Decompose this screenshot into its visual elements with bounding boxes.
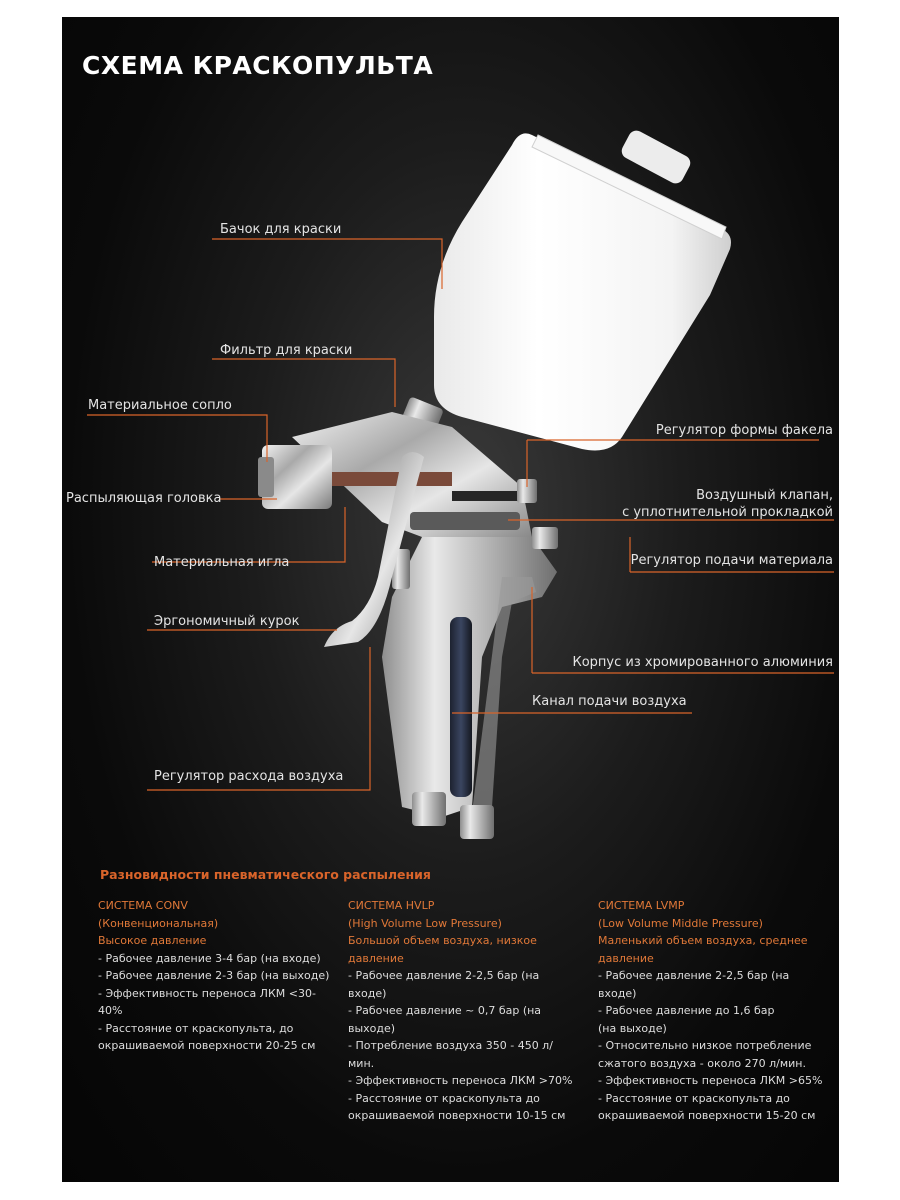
list-item: - Рабочее давление 2-2,5 бар (на входе) [598, 969, 790, 1000]
label-fan-regulator: Регулятор формы факела [655, 423, 833, 438]
label-air-channel: Канал подачи воздуха [532, 694, 687, 709]
label-material-needle: Материальная игла [154, 555, 290, 570]
system-subtitle: (Конвенциональная) [98, 916, 219, 930]
sections-heading: Разновидности пневматического распыления [100, 867, 431, 882]
paint-cup [400, 128, 731, 451]
list-item: окрашиваемой поверхности 10-15 см [348, 1109, 566, 1122]
system-column-conv [98, 897, 338, 1055]
list-item: окрашиваемой поверхности 20-25 см [98, 1039, 316, 1052]
system-name: СИСТЕМА CONV [98, 899, 188, 912]
system-spec-list [598, 967, 830, 1125]
list-item: - Рабочее давление 3-4 бар (на входе) [98, 951, 321, 965]
list-item: сжатого воздуха - около 270 л/мин. [598, 1056, 806, 1070]
list-item: - Расстояние от краскопульта, до [98, 1021, 294, 1035]
system-pressure: Большой объем воздуха, низкое давление [348, 934, 537, 965]
system-spec-list [348, 967, 578, 1125]
system-spec-list [98, 950, 338, 1055]
list-item: - Рабочее давление 2-3 бар (на выходе) [98, 969, 330, 982]
label-ergonomic-trigger: Эргономичный курок [154, 614, 300, 629]
page-title: СХЕМА КРАСКОПУЛЬТА [82, 51, 434, 80]
system-pressure: Высокое давление [98, 934, 207, 947]
infographic-card [62, 17, 839, 1182]
list-item: - Расстояние от краскопульта до [598, 1091, 790, 1105]
system-column-hvlp [348, 897, 578, 1125]
system-name: СИСТЕМА LVMP [598, 899, 685, 912]
system-pressure: Маленький объем воздуха, среднее давление [598, 934, 808, 965]
system-subtitle: (High Volume Low Pressure) [348, 916, 502, 930]
system-column-lvmp [598, 897, 830, 1125]
list-item: - Расстояние от краскопульта до [348, 1091, 540, 1105]
label-air-flow-regulator: Регулятор расхода воздуха [154, 769, 344, 784]
system-name: СИСТЕМА HVLP [348, 899, 435, 912]
label-material-regulator: Регулятор подачи материала [630, 553, 833, 568]
label-chrome-body: Корпус из хромированного алюминия [572, 655, 833, 670]
list-item: - Эффективность переноса ЛКМ <30-40% [98, 986, 316, 1017]
list-item: - Относительно низкое потребление [598, 1039, 812, 1052]
list-item: выходе) [348, 1021, 396, 1035]
list-item: - Потребление воздуха 350 - 450 л/мин. [348, 1039, 553, 1070]
list-item: - Рабочее давление ~ 0,7 бар (на [348, 1004, 542, 1017]
label-air-valve-line2: с уплотнительной прокладкой [622, 505, 833, 520]
list-item: (на выходе) [598, 1021, 667, 1035]
system-subtitle: (Low Volume Middle Pressure) [598, 916, 763, 930]
list-item: - Рабочее давление 2-2,5 бар (на входе) [348, 969, 540, 1000]
list-item: - Эффективность переноса ЛКМ >70% [348, 1074, 573, 1087]
list-item: - Эффективность переноса ЛКМ >65% [598, 1074, 823, 1087]
list-item: - Рабочее давление до 1,6 бар [598, 1004, 775, 1017]
label-air-valve-line1: Воздушный клапан, [696, 488, 833, 503]
label-paint-filter: Фильтр для краски [220, 343, 353, 358]
label-spray-head: Распыляющая головка [66, 491, 222, 506]
list-item: окрашиваемой поверхности 15-20 см [598, 1109, 816, 1122]
label-material-nozzle: Материальное сопло [88, 398, 232, 413]
label-paint-tank: Бачок для краски [220, 222, 342, 237]
